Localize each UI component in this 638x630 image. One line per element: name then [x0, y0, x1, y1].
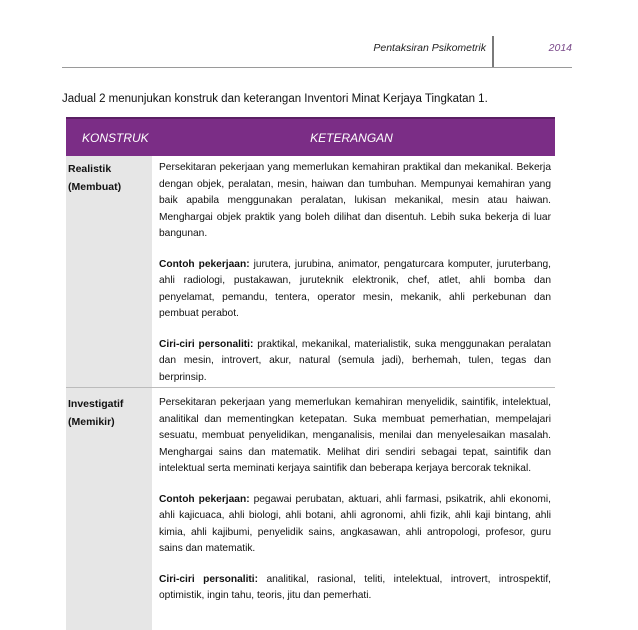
konstruk-cell — [68, 160, 150, 196]
row-divider — [66, 387, 555, 388]
header-year: 2014 — [548, 42, 572, 54]
header-rule — [62, 67, 572, 68]
ciri-label: Ciri-ciri personaliti: — [159, 573, 259, 585]
keterangan-cell — [159, 160, 551, 400]
konstruk-sub: (Membuat) — [68, 181, 122, 193]
konstruk-name: Investigatif — [68, 398, 124, 410]
contoh-label: Contoh pekerjaan: — [159, 258, 250, 270]
ciri-text: analitikal, rasional, teliti, intelektual, introvert, introspektif, optimistik, ingin tahu, teoris, jitu dan pemerhati. — [159, 573, 551, 601]
contoh-pekerjaan — [159, 492, 551, 558]
intro-text: Jadual 2 menunjukan konstruk dan keterangan Inventori Minat Kerjaya Tingkatan 1. — [62, 93, 488, 105]
ciri-text: praktikal, mekanikal, materialistik, suka menggunakan peralatan dan mesin, introvert, akur, natural (semula jadi), berhemah, tulen, tegas dan berprinsip. — [159, 338, 551, 383]
ciri-personaliti — [159, 337, 551, 387]
table-header — [66, 117, 555, 156]
contoh-label: Contoh pekerjaan: — [159, 493, 250, 505]
keterangan-desc: Persekitaran pekerjaan yang memerlukan kemahiran praktikal dan mekanikal. Bekerja dengan objek, peralatan, mesin, haiwan dan tumbuhan. Mempunyai kemahiran yang baik apabila menggunakan peralatan, lukisan mekanikal, mesin atau haiwan. Menghargai objek praktik yang boleh dilihat dan disentuh. Lebih suka bekerja di luar bangunan. — [159, 162, 551, 239]
keterangan-desc: Persekitaran pekerjaan yang memerlukan kemahiran menyelidik, saintifik, intelektual, analitikal dan mementingkan ketepatan. Suka membuat pemerhatian, mempelajari sesuatu, membuat penyelidikan, menganalisis, menilai dan menyelesaikan masalah. Menghargai sains dan matematik. Melihat diri sendiri sebagai tepat, saintifik dan intelektual serta meminati kerjaya saintifik dan beberapa kerjaya bercorak teknikal. — [159, 397, 551, 474]
table-body — [66, 156, 555, 630]
page-header — [62, 36, 572, 68]
konstruk-table — [66, 117, 555, 630]
contoh-text: jurutera, jurubina, animator, pengaturcara komputer, juruterbang, ahli radiologi, pustakawan, juruteknik elektronik, chef, atlet, ahli bomba dan penyelamat, pemandu, tentera, operator mesin, mekanik, ahli perkebunan dan pembuat perabot. — [159, 258, 551, 319]
header-divider — [492, 36, 494, 68]
konstruk-cell — [68, 395, 150, 431]
contoh-pekerjaan — [159, 257, 551, 323]
konstruk-sub: (Memikir) — [68, 416, 115, 428]
header-title: Pentaksiran Psikometrik — [373, 42, 486, 54]
konstruk-name: Realistik — [68, 163, 112, 175]
keterangan-cell — [159, 395, 551, 619]
konstruk-column-bg — [66, 156, 152, 630]
ciri-label: Ciri-ciri personaliti: — [159, 338, 254, 350]
contoh-text: pegawai perubatan, aktuari, ahli farmasi, psikatrik, ahli ekonomi, ahli kajicuaca, ahli biologi, ahli botani, ahli agronomi, ahli fizik, ahli kaji bintang, ahli kimia, ahli kajibumi, penyelidik sains, angkasawan, ahli antropologi, profesor, guru sains dan matematik. — [159, 493, 551, 554]
ciri-personaliti — [159, 572, 551, 605]
col-konstruk: KONSTRUK — [82, 130, 149, 145]
col-keterangan: KETERANGAN — [310, 130, 393, 145]
